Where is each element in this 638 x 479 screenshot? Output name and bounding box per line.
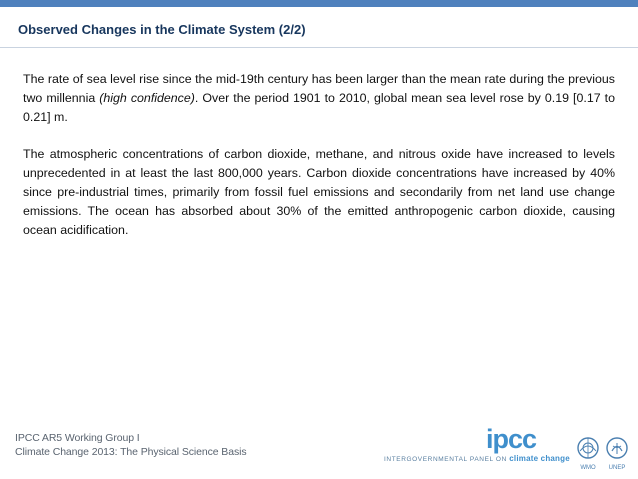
wmo-label: WMO — [580, 465, 596, 471]
paragraph-sea-level-text-b: . Over the period 1901 to 2010, global mean sea level rose by 0.19 [0.17 to 0.21] m. — [23, 91, 615, 124]
panel-tagline — [384, 454, 570, 463]
footer-credit — [15, 431, 246, 459]
paragraph-greenhouse-gases: The atmospheric concentrations of carbon dioxide, methane, and nitrous oxide have increased to levels unprecedented in at least the last 800,000 years. Carbon dioxide concentrations have increased by 40% since pre-industrial times, primarily from fossil fuel emissions and secondarily from net land use change emissions. The ocean has absorbed about 30% of the emitted anthropogenic carbon dioxide, causing ocean acidification. — [23, 147, 615, 237]
wmo-emblem-icon — [577, 437, 599, 459]
footer-line-2: Climate Change 2013: The Physical Science Basis — [15, 446, 247, 458]
paragraph-sea-level — [23, 70, 615, 127]
wmo-logo — [577, 437, 599, 471]
panel-tagline-prefix: INTERGOVERNMENTAL PANEL ON — [384, 456, 510, 463]
footer-line-1: IPCC AR5 Working Group I — [15, 432, 140, 444]
slide-title: Observed Changes in the Climate System (2/2) — [18, 22, 306, 37]
unep-label: UNEP — [608, 465, 626, 471]
panel-tagline-climate-change: climate change — [509, 454, 570, 463]
title-divider — [0, 47, 638, 48]
ipcc-wordmark: ipcc — [486, 424, 537, 454]
paragraph-sea-level-text-a: The rate of sea level rise since the mid-19th century has been larger than the mean rate during the previous two millennia — [23, 72, 615, 105]
unep-logo — [606, 437, 628, 471]
confidence-qualifier: (high confidence) — [99, 91, 195, 105]
top-accent-bar — [0, 0, 638, 7]
ipcc-logo — [486, 424, 536, 455]
unep-emblem-icon — [606, 437, 628, 459]
